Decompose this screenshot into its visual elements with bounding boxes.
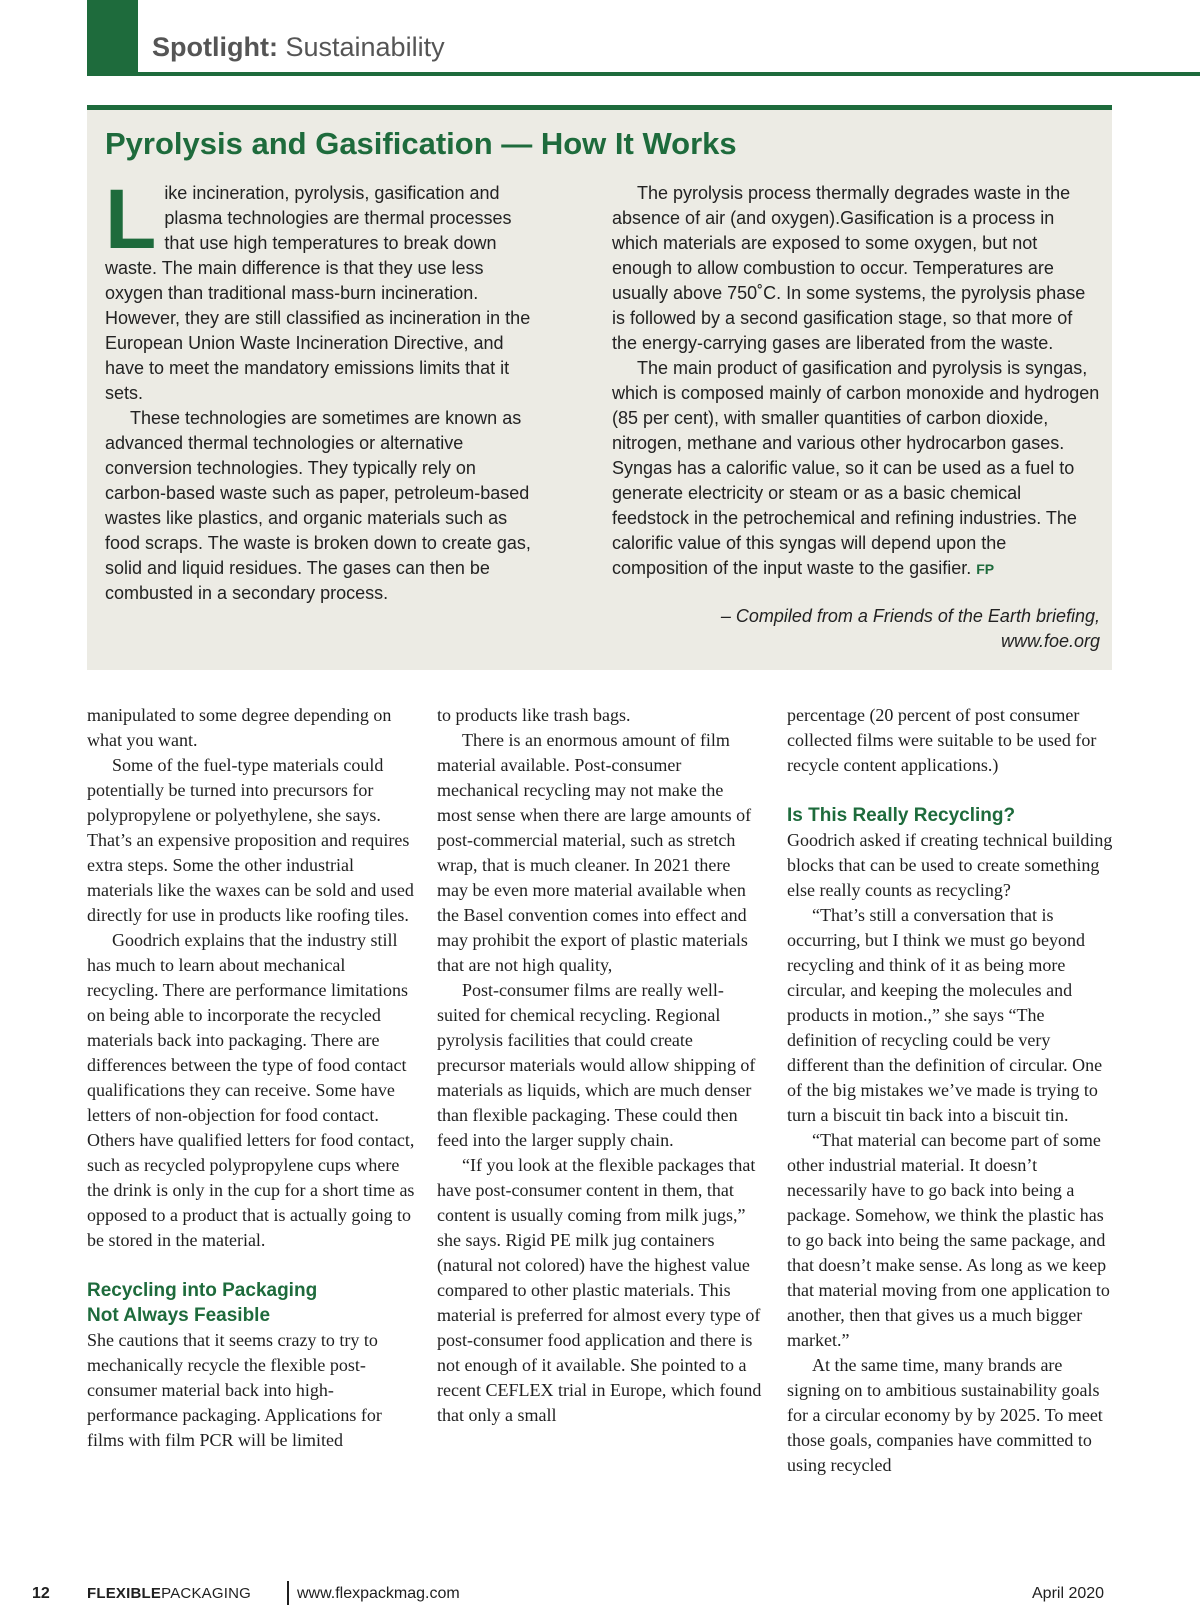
end-mark: FP: [976, 561, 995, 577]
section-topic: Sustainability: [285, 32, 445, 62]
sidebar-paragraph-text: ike incineration, pyrolysis, gasification and plasma technologies are thermal processes that use high temperatures to break down waste. The main difference is that they use less oxygen than traditional mass-burn incineration. However, they are still classified as incineration in the European Union Waste Incineration Directive, and have to meet the mandatory emissions limits that it sets.: [105, 183, 531, 403]
subheading: [87, 1278, 415, 1328]
article-paragraph: Post-consumer films are really well-suited for chemical recycling. Regional pyrolysis facilities that could create precursor materials would allow shipping of materials as liquids, which are much denser than flexible packaging. These could then feed into the larger supply chain.: [437, 980, 756, 1150]
spacer: [87, 1253, 415, 1278]
sidebar-paragraph: [612, 356, 1100, 582]
sidebar-title: Pyrolysis and Gasification — How It Works: [105, 126, 737, 161]
article-paragraph: Goodrich explains that the industry still has much to learn about mechanical recycling. There are performance limitations on being able to incorporate the recycled materials back into packaging. There are differences between the type of food contact qualifications they can receive. Some have letters of non-objection for food contact. Others have qualified letters for food contact, such as recycled polypropylene cups where the drink is only in the cup for a short time as opposed to a product that is actually going to be stored in the material.: [87, 930, 415, 1250]
article-paragraph: manipulated to some degree depending on what you want.: [87, 705, 392, 750]
issue-date: April 2020: [1032, 1585, 1105, 1602]
spacer: [787, 778, 1115, 803]
article-paragraph: percentage (20 percent of post consumer collected films were suitable to be used for recycle content applications.): [787, 705, 1097, 775]
article-paragraph: “That material can become part of some other industrial material. It doesn’t necessarily have to go back into being a package. Somehow, we think the plastic has to go back into being the same package, and that doesn’t make sense. As long as we keep that material moving from one application to another, then that gives us a much bigger market.”: [787, 1130, 1110, 1350]
magazine-logo: [87, 1585, 251, 1602]
sidebar-credit: [612, 604, 1100, 654]
logo-bold: FLEXIBLE: [87, 1585, 162, 1602]
article-paragraph: “That’s still a conversation that is occurring, but I think we must go beyond recycling and think of it as being more circular, and keeping the molecules and products in motion.,” she says “The definition of recycling could be very different than the definition of circular. One of the big mistakes we’ve made is trying to turn a biscuit tin back into a biscuit tin.: [787, 905, 1103, 1125]
article-column-1: [87, 703, 415, 1453]
sidebar-paragraph-text: The main product of gasification and pyrolysis is syngas, which is composed mainly of carbon monoxide and hydrogen (85 per cent), with smaller quantities of carbon dioxide, nitrogen, methane and various other hydrocarbon gases. Syngas has a calorific value, so it can be used as a fuel to generate electricity or steam or as a basic chemical feedstock in the petrochemical and refining industries. The calorific value of this syngas will depend upon the composition of the input waste to the gasifier.: [612, 358, 1100, 578]
drop-cap: L: [105, 172, 157, 266]
article-paragraph: There is an enormous amount of film material available. Post-consumer mechanical recycling may not make the most sense when there are large amounts of post-commercial material, such as stretch wrap, that is much cleaner. In 2021 there may be even more material available when the Basel convention comes into effect and may prohibit the export of plastic materials that are not high quality,: [437, 730, 752, 975]
article-column-2: [437, 703, 762, 1428]
article-paragraph: She cautions that it seems crazy to try to mechanically recycle the flexible post-consumer material back into high-performance packaging. Applications for films with film PCR will be limited: [87, 1330, 382, 1450]
subheading: Is This Really Recycling?: [787, 805, 1016, 826]
sidebar-paragraph: The pyrolysis process thermally degrades waste in the absence of air (and oxygen).Gasification is a process in which materials are exposed to some oxygen, but not enough to allow combustion to occur. Temperatures are usually above 750˚C. In some systems, the pyrolysis phase is followed by a second gasification stage, so that more of the energy-carrying gases are liberated from the waste.: [612, 183, 1086, 353]
logo-rest: PACKAGING: [161, 1585, 251, 1602]
section-header: [152, 32, 445, 63]
article-paragraph: Goodrich asked if creating technical building blocks that can be used to create something else really counts as recycling?: [787, 830, 1113, 900]
section-label: Spotlight:: [152, 32, 278, 62]
sidebar-paragraph: These technologies are sometimes are known as advanced thermal technologies or alternative conversion technologies. They typically rely on carbon-based waste such as paper, petroleum-based wastes like plastics, and organic materials such as food scraps. The waste is broken down to create gas, solid and liquid residues. The gases can then be combusted in a secondary process.: [105, 408, 531, 603]
footer-divider: [287, 1581, 289, 1605]
sidebar-paragraph: [105, 172, 541, 406]
credit-url: www.foe.org: [1000, 631, 1100, 651]
article-paragraph: Some of the fuel-type materials could potentially be turned into precursors for polypropylene or polyethylene, she says. That’s an expensive proposition and requires extra steps. Some the other industrial materials like the waxes can be sold and used directly for use in products like roofing tiles.: [87, 755, 414, 925]
footer-url: www.flexpackmag.com: [297, 1585, 460, 1602]
header-rule: [87, 72, 1200, 76]
sidebar-column-right: [612, 181, 1100, 582]
article-paragraph: At the same time, many brands are signing on to ambitious sustainability goals for a circular economy by by 2025. To meet those goals, companies have committed to using recycled: [787, 1355, 1103, 1475]
credit-line: – Compiled from a Friends of the Earth briefing,: [720, 606, 1100, 626]
article-paragraph: to products like trash bags.: [437, 705, 631, 725]
header-green-block: [87, 0, 138, 75]
article-paragraph: “If you look at the flexible packages that have post-consumer content in them, that content is usually coming from milk jugs,” she says. Rigid PE milk jug containers (natural not colored) have the highest value compared to other plastic materials. This material is preferred for almost every type of post-consumer food application and there is not enough of it available. She pointed to a recent CEFLEX trial in Europe, which found that only a small: [437, 1155, 762, 1425]
sidebar-column-left: [105, 172, 541, 606]
article-column-3: [787, 703, 1115, 1478]
subheading-line: Not Always Feasible: [87, 1305, 271, 1326]
subheading-line: Recycling into Packaging: [87, 1280, 318, 1301]
page-number: 12: [32, 1585, 50, 1602]
